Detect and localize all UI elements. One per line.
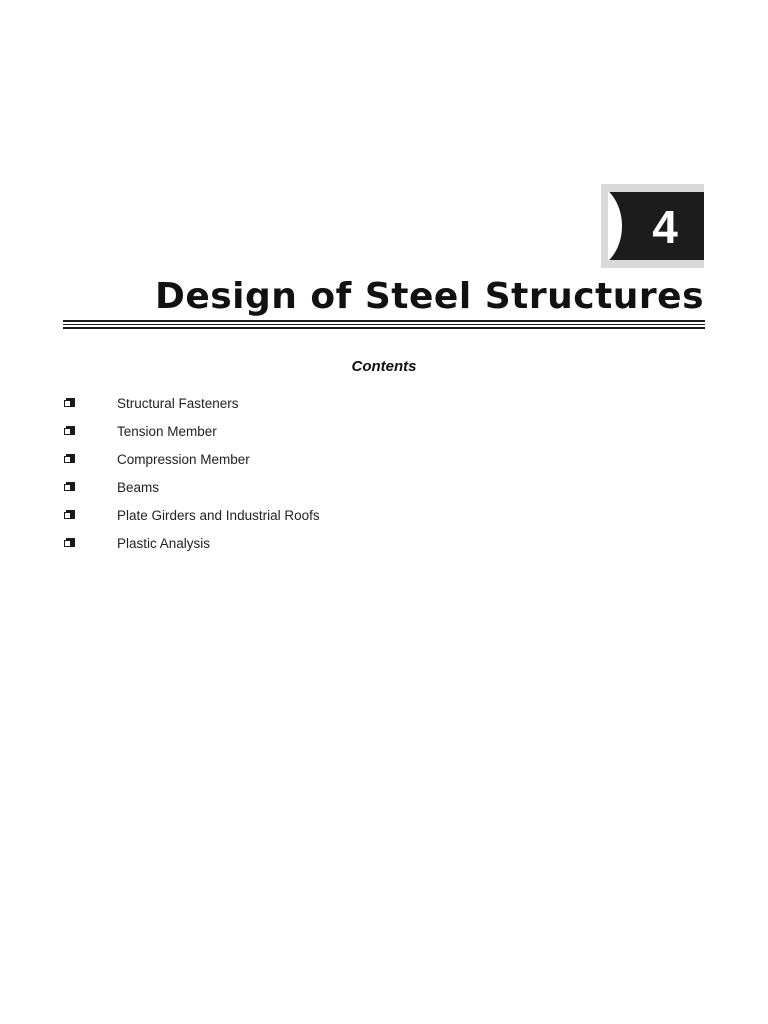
box-bullet-icon <box>64 426 75 437</box>
contents-item <box>64 501 564 529</box>
chapter-number: 4 <box>652 201 678 253</box>
contents-item-label: Plastic Analysis <box>117 535 211 551</box>
contents-item-label: Compression Member <box>117 451 250 467</box>
contents-item-label: Structural Fasteners <box>117 395 239 411</box>
title-rule-bottom <box>63 327 705 329</box>
box-bullet-icon <box>64 482 75 493</box>
box-bullet-icon <box>64 454 75 465</box>
contents-item <box>64 445 564 473</box>
box-bullet-icon <box>64 538 75 549</box>
contents-list <box>64 389 564 557</box>
contents-item-label: Tension Member <box>117 423 217 439</box>
contents-item <box>64 529 564 557</box>
contents-heading: Contents <box>351 358 417 375</box>
contents-item <box>64 389 564 417</box>
chapter-title: Design of Steel Structures <box>154 276 704 317</box>
contents-item-label: Plate Girders and Industrial Roofs <box>117 507 320 523</box>
contents-item <box>64 473 564 501</box>
box-bullet-icon <box>64 510 75 521</box>
contents-item <box>64 417 564 445</box>
title-rule-top <box>63 320 705 322</box>
contents-item-label: Beams <box>117 479 160 495</box>
title-rule-middle <box>63 324 705 325</box>
box-bullet-icon <box>64 398 75 409</box>
